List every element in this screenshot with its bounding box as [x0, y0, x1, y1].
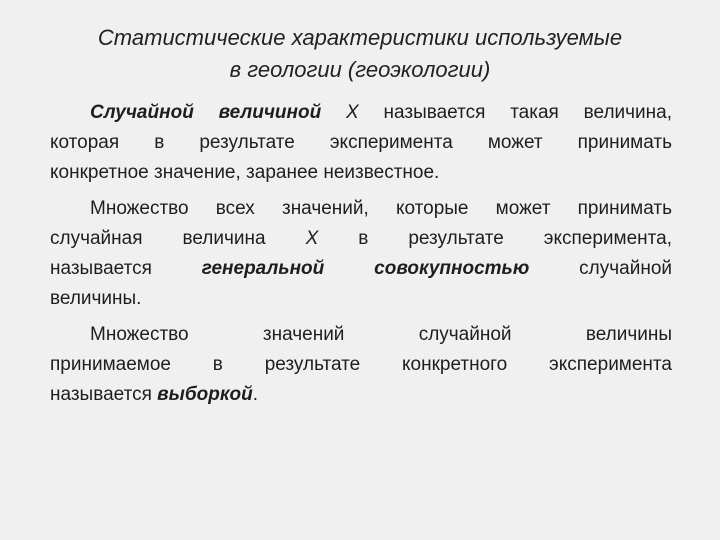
paragraph-line: Множество всех значений, которые может принимать	[90, 198, 672, 219]
variable-x: X	[305, 228, 319, 249]
text-span: случайной	[579, 258, 673, 279]
paragraph-line	[50, 224, 672, 254]
text-span: .	[252, 384, 258, 405]
paragraph-line	[50, 380, 672, 410]
text-span: называется	[50, 258, 152, 279]
title-line-2: в геологии (геоэкологии)	[229, 57, 491, 82]
paragraph-general-population	[50, 194, 672, 314]
title-line-1: Статистические характеристики используемые	[97, 25, 623, 50]
text-span: называется	[50, 384, 152, 405]
paragraph-line	[50, 98, 672, 128]
term-sample: выборкой	[157, 384, 253, 405]
paragraph-line: которая в результате эксперимента может принимать	[50, 132, 672, 153]
paragraph-line	[50, 254, 672, 284]
term-random-variable: Случайной величиной	[90, 102, 322, 123]
slide-title	[40, 22, 680, 86]
text-span: называется такая величина,	[383, 102, 673, 123]
paragraph-line: Множество значений случайной величины	[90, 324, 672, 345]
text-span: в результате эксперимента,	[358, 228, 673, 249]
term-general-population: генеральной совокупностью	[201, 258, 530, 279]
text-span: случайная величина	[50, 228, 266, 249]
paragraph-line: конкретное значение, заранее неизвестное.	[50, 162, 440, 183]
paragraph-random-variable	[50, 98, 672, 188]
paragraph-line: величины.	[50, 288, 142, 309]
variable-x: X	[346, 102, 359, 123]
paragraph-sample	[50, 320, 672, 410]
paragraph-line: принимаемое в результате конкретного эксперимента	[50, 354, 672, 375]
slide-body	[50, 98, 672, 416]
